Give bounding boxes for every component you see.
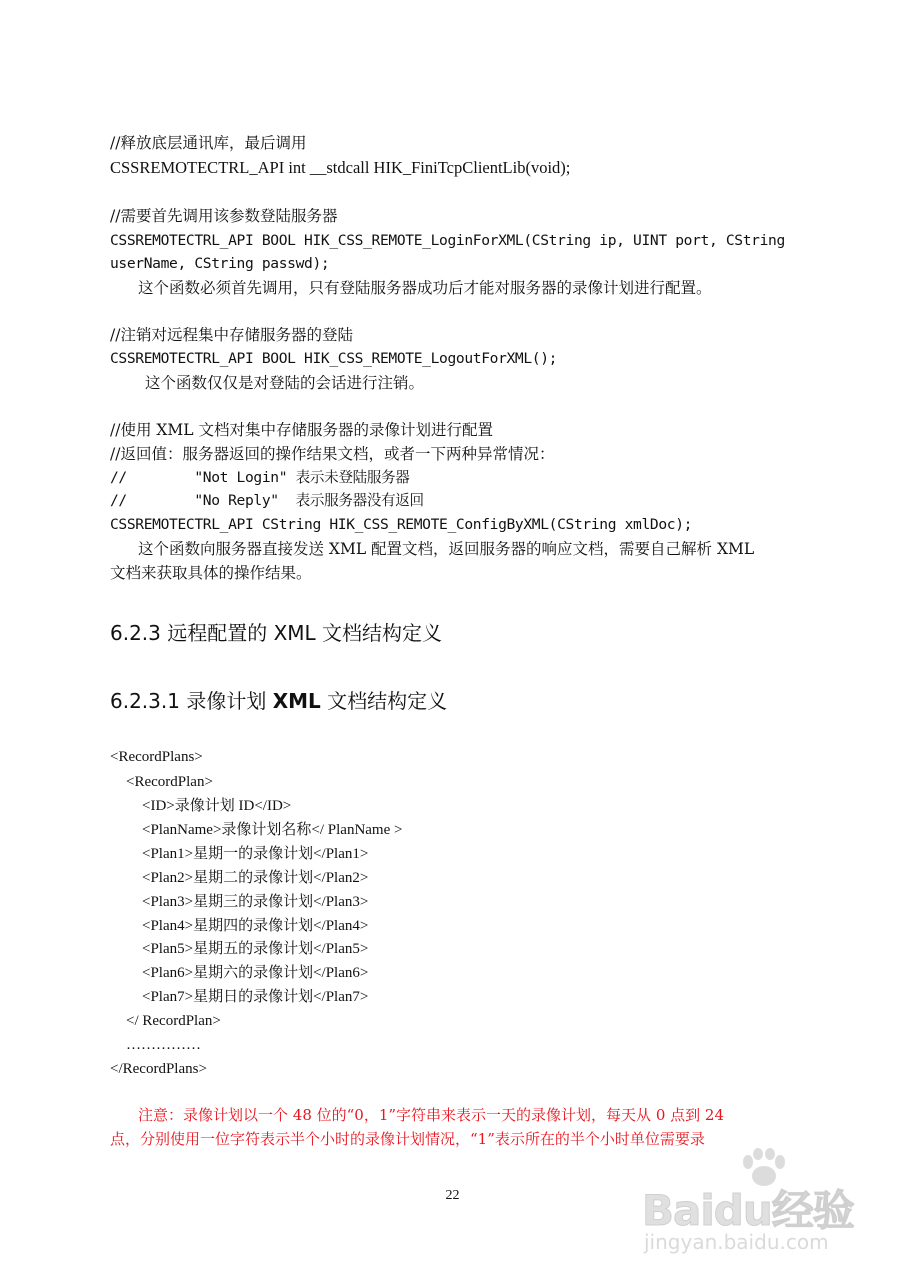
xml-line: <PlanName>录像计划名称</ PlanName > <box>142 822 403 838</box>
heading-6-2-3-1 <box>110 688 447 714</box>
signature-login-2: userName, CString passwd); <box>110 255 330 272</box>
desc-config-1: 这个函数向服务器直接发送 XML 配置文档，返回服务器的响应文档，需要自己解析 XML <box>138 540 755 558</box>
watermark-url: jingyan.baidu.com <box>644 1230 829 1254</box>
heading-6-2-3: 6.2.3 远程配置的 XML 文档结构定义 <box>110 621 443 645</box>
comment-fini: //释放底层通讯库，最后调用 <box>110 134 307 152</box>
watermark-brand: Baidu经验 <box>642 1186 854 1235</box>
comment-config-case2: // "No Reply" 表示服务器没有返回 <box>110 492 424 509</box>
desc-config-2: 文档来获取具体的操作结果。 <box>110 564 312 582</box>
comment-config: //使用 XML 文档对集中存储服务器的录像计划进行配置 <box>110 421 493 439</box>
desc-login: 这个函数必须首先调用，只有登陆服务器成功后才能对服务器的录像计划进行配置。 <box>138 279 712 297</box>
xml-line: <Plan1>星期一的录像计划</Plan1> <box>142 846 369 862</box>
xml-line: …………… <box>126 1037 201 1053</box>
signature-config: CSSREMOTECTRL_API CString HIK_CSS_REMOTE_ConfigByXML(CString xmlDoc); <box>110 516 693 533</box>
heading-6-2-3-1-bold: XML <box>272 689 321 713</box>
signature-fini: CSSREMOTECTRL_API int __stdcall HIK_FiniTcpClientLib(void); <box>110 158 571 177</box>
heading-6-2-3-1-rest: 文档结构定义 <box>320 689 448 713</box>
signature-logout: CSSREMOTECTRL_API BOOL HIK_CSS_REMOTE_LogoutForXML(); <box>110 350 558 367</box>
watermark <box>632 1148 862 1258</box>
xml-line: <Plan2>星期二的录像计划</Plan2> <box>142 870 369 886</box>
xml-line: <ID>录像计划 ID</ID> <box>142 798 292 814</box>
xml-line: </RecordPlans> <box>110 1061 207 1077</box>
xml-line: <RecordPlans> <box>110 749 203 765</box>
comment-logout: //注销对远程集中存储服务器的登陆 <box>110 326 353 344</box>
comment-login: //需要首先调用该参数登陆服务器 <box>110 207 338 225</box>
desc-logout: 这个函数仅仅是对登陆的会话进行注销。 <box>145 374 425 392</box>
xml-line: <RecordPlan> <box>126 774 213 790</box>
page-number: 22 <box>445 1188 460 1203</box>
xml-line: <Plan6>星期六的录像计划</Plan6> <box>142 965 369 981</box>
xml-line: </ RecordPlan> <box>126 1013 221 1029</box>
comment-config-return: //返回值：服务器返回的操作结果文档，或者一下两种异常情况： <box>110 445 555 463</box>
xml-line: <Plan5>星期五的录像计划</Plan5> <box>142 941 369 957</box>
signature-login-1: CSSREMOTECTRL_API BOOL HIK_CSS_REMOTE_LoginForXML(CString ip, UINT port, CString <box>110 232 785 249</box>
heading-6-2-3-1-number: 6.2.3.1 录像计划 <box>110 689 273 713</box>
note-line-2: 点，分别使用一位字符表示半个小时的录像计划情况，“1”表示所在的半个小时单位需要录 <box>110 1130 705 1148</box>
note-line-1: 注意：录像计划以一个 48 位的“0，1”字符串来表示一天的录像计划，每天从 0 点到 24 <box>138 1106 724 1124</box>
xml-line: <Plan7>星期日的录像计划</Plan7> <box>142 989 369 1005</box>
comment-config-case1: // "Not Login" 表示未登陆服务器 <box>110 469 410 486</box>
xml-line: <Plan3>星期三的录像计划</Plan3> <box>142 894 369 910</box>
xml-line: <Plan4>星期四的录像计划</Plan4> <box>142 918 369 934</box>
